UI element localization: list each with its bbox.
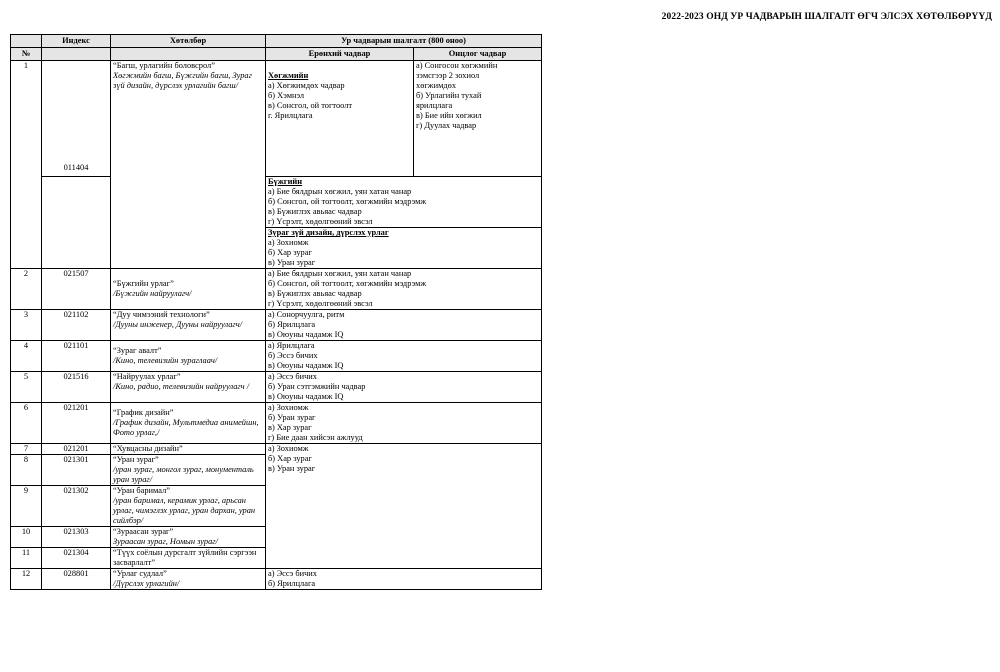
list-item: а) Эссэ бичих <box>268 372 317 381</box>
row-number: 9 <box>11 486 42 527</box>
row-index: 021201 <box>42 403 111 444</box>
row-program <box>111 444 266 455</box>
shared-exam <box>266 444 542 569</box>
program-title: “Урлаг судлал” <box>113 569 167 578</box>
list-item: в) Бүжиглэх авьяас чадвар <box>268 207 362 216</box>
row-program <box>111 569 266 590</box>
program-title: “Найруулах урлаг” <box>113 372 181 381</box>
program-subtitle: /График дизайн, Мультмедиа анимейшн, Фото урлаг,/ <box>113 418 259 437</box>
list-item: а) Зохиомж <box>268 238 309 247</box>
program-subtitle: Зураасан зураг, Номын зураг/ <box>113 537 218 546</box>
list-item: а) Ярилцлага <box>268 341 315 350</box>
list-item: а) Хөгжимдөх чадвар <box>268 81 345 90</box>
list-item: в) Оюуны чадамж IQ <box>268 361 344 370</box>
header-blank-2 <box>42 48 111 61</box>
table-row <box>11 444 542 455</box>
program-title: “Бүжгийн урлаг” <box>113 279 174 288</box>
program-title: “Түүх соёлын дурсгалт зүйлийн сэргээн засварлалт” <box>113 548 257 567</box>
row-index: 011404 <box>42 61 111 177</box>
row-program <box>111 455 266 486</box>
list-item: г. Ярилцлага <box>268 111 313 120</box>
row-index: 021304 <box>42 548 111 569</box>
header-blank-3 <box>111 48 266 61</box>
program-title: “Зураг авалт” <box>113 346 162 355</box>
header-specialized: Онцлог чадвар <box>414 48 542 61</box>
row-index: 021101 <box>42 341 111 372</box>
row-number: 6 <box>11 403 42 444</box>
dance-exam <box>266 177 542 228</box>
row-program <box>111 486 266 527</box>
row-index: 021516 <box>42 372 111 403</box>
list-item: в) Бие ийн хөгжил <box>416 111 482 120</box>
dance-heading: Бүжгийн <box>268 177 303 186</box>
programs-table <box>10 34 542 590</box>
program-subtitle: /Кино, телевизийн зураглаач/ <box>113 356 218 365</box>
list-item: б) Уран зураг <box>268 413 316 422</box>
row-program <box>111 372 266 403</box>
row-exam <box>266 310 542 341</box>
list-item: б) Хар зураг <box>268 454 312 463</box>
program-subtitle: /Дууны инженер, Дууны найруулагч/ <box>113 320 243 329</box>
table-row <box>11 310 542 341</box>
row-exam <box>266 403 542 444</box>
row-exam <box>266 341 542 372</box>
row-number: 10 <box>11 527 42 548</box>
music-general <box>266 61 414 177</box>
table-row <box>11 372 542 403</box>
art-heading: Зураг зүй дизайн, дүрслэх урлаг <box>268 228 389 237</box>
row-index: 021302 <box>42 486 111 527</box>
table-row <box>11 569 542 590</box>
row-number: 12 <box>11 569 42 590</box>
program-subtitle: /Бүжгийн найруулагч/ <box>113 289 192 298</box>
list-item: г) Үсрэлт, хөдөлгөөний эвсэл <box>268 217 373 226</box>
program-subtitle: Хөгжмийн багш, Бүжгийн багш, Зураг зүй дизайн, дүрслэх урлагийн багш/ <box>113 71 252 90</box>
art-exam <box>266 228 542 269</box>
list-item: б) Ярилцлага <box>268 579 316 588</box>
table-row <box>11 403 542 444</box>
table-row <box>11 341 542 372</box>
row-number: 1 <box>11 61 42 269</box>
list-item: а) Сонгосон хөгжмийн <box>416 61 498 70</box>
table-subheader-row <box>11 48 542 61</box>
row-exam <box>266 569 542 590</box>
program-title: “Багш, урлагийн боловсрол” <box>113 61 215 70</box>
row-exam <box>266 372 542 403</box>
row-program <box>111 403 266 444</box>
header-blank <box>11 35 42 48</box>
list-item: а) Эссэ бичих <box>268 569 317 578</box>
row-number: 8 <box>11 455 42 486</box>
list-item: б) Урлагийн тухай <box>416 91 482 100</box>
row-number: 3 <box>11 310 42 341</box>
list-item: б) Ярилцлага <box>268 320 316 329</box>
program-title: “Уран баримал” <box>113 486 170 495</box>
program-title: “Дуу чимээний технологи” <box>113 310 210 319</box>
row-exam <box>266 269 542 310</box>
header-general: Ерөнхий чадвар <box>266 48 414 61</box>
list-item: в) Бүжиглэх авьяас чадвар <box>268 289 362 298</box>
row-program <box>111 269 266 310</box>
row-program <box>111 341 266 372</box>
list-item: г) Бие даан хийсэн ажлууд <box>268 433 363 442</box>
list-item: а) Бие бялдрын хөгжил, уян хатан чанар <box>268 187 412 196</box>
row-index: 021301 <box>42 455 111 486</box>
row-number: 5 <box>11 372 42 403</box>
row-number: 7 <box>11 444 42 455</box>
program-title: “График дизайн” <box>113 408 174 417</box>
list-item: б) Сонсгол, ой тогтоолт, хөгжмийн мэдрэмж <box>268 279 427 288</box>
row-program <box>111 61 266 269</box>
list-item: б) Эссэ бичих <box>268 351 318 360</box>
row-index: 021201 <box>42 444 111 455</box>
list-item: в) Уран зураг <box>268 258 316 267</box>
list-item: зэмсгээр 2 зохиол <box>416 71 480 80</box>
program-title: “Хувцасны дизайн” <box>113 444 183 453</box>
list-item: в) Сонсгол, ой тогтоолт <box>268 101 353 110</box>
list-item: а) Зохиомж <box>268 444 309 453</box>
music-specialized <box>414 61 542 177</box>
header-index: Индекс <box>42 35 111 48</box>
document-title: 2022-2023 ОНД УР ЧАДВАРЫН ШАЛГАЛТ ӨГЧ ЭЛСЭХ ХӨТӨЛБӨРҮҮД <box>661 12 992 22</box>
list-item: в) Оюуны чадамж IQ <box>268 392 344 401</box>
row-index: 021507 <box>42 269 111 310</box>
table-row <box>11 61 542 177</box>
header-number: № <box>11 48 42 61</box>
row-number: 2 <box>11 269 42 310</box>
music-heading: Хөгжмийн <box>268 71 309 80</box>
list-item: г) Дуулах чадвар <box>416 121 477 130</box>
list-item: в) Уран зураг <box>268 464 316 473</box>
row-index: 028801 <box>42 569 111 590</box>
row-index: 021102 <box>42 310 111 341</box>
program-title: “Зураасан зураг” <box>113 527 174 536</box>
row-program <box>111 310 266 341</box>
table-row <box>11 177 542 228</box>
program-subtitle: /уран зураг, монгол зураг, монументаль уран зураг/ <box>113 465 254 484</box>
header-program: Хөтөлбөр <box>111 35 266 48</box>
row-index-empty <box>42 177 111 269</box>
list-item: в) Оюуны чадамж IQ <box>268 330 344 339</box>
list-item: ярилцлага <box>416 101 453 110</box>
row-index: 021303 <box>42 527 111 548</box>
list-item: а) Сонорчуулга, ритм <box>268 310 345 319</box>
program-title: “Уран зураг” <box>113 455 159 464</box>
list-item: а) Бие бялдрын хөгжил, уян хатан чанар <box>268 269 412 278</box>
list-item: б) Хар зураг <box>268 248 312 257</box>
program-subtitle: /Кино, радио, телевизийн найруулагч / <box>113 382 250 391</box>
list-item: б) Хэмнэл <box>268 91 305 100</box>
list-item: а) Зохиомж <box>268 403 309 412</box>
list-item: б) Уран сэтгэмжийн чадвар <box>268 382 366 391</box>
table-header-row <box>11 35 542 48</box>
row-program <box>111 548 266 569</box>
list-item: хөгжимдөх <box>416 81 457 90</box>
list-item: г) Үсрэлт, хөдөлгөөний эвсэл <box>268 299 373 308</box>
list-item: в) Хар зураг <box>268 423 312 432</box>
row-program <box>111 527 266 548</box>
row-number: 4 <box>11 341 42 372</box>
header-exam: Ур чадварын шалгалт (800 оноо) <box>266 35 542 48</box>
table-row <box>11 269 542 310</box>
list-item: б) Сонсгол, ой тогтоолт, хөгжмийн мэдрэмж <box>268 197 427 206</box>
program-subtitle: /Дүрслэх урлагийн/ <box>113 579 180 588</box>
program-subtitle: /уран баримал, керамик урлаг, арьсан урлаг, чимэглэх урлаг, уран дархан, уран сийлбэр/ <box>113 496 256 525</box>
row-number: 11 <box>11 548 42 569</box>
